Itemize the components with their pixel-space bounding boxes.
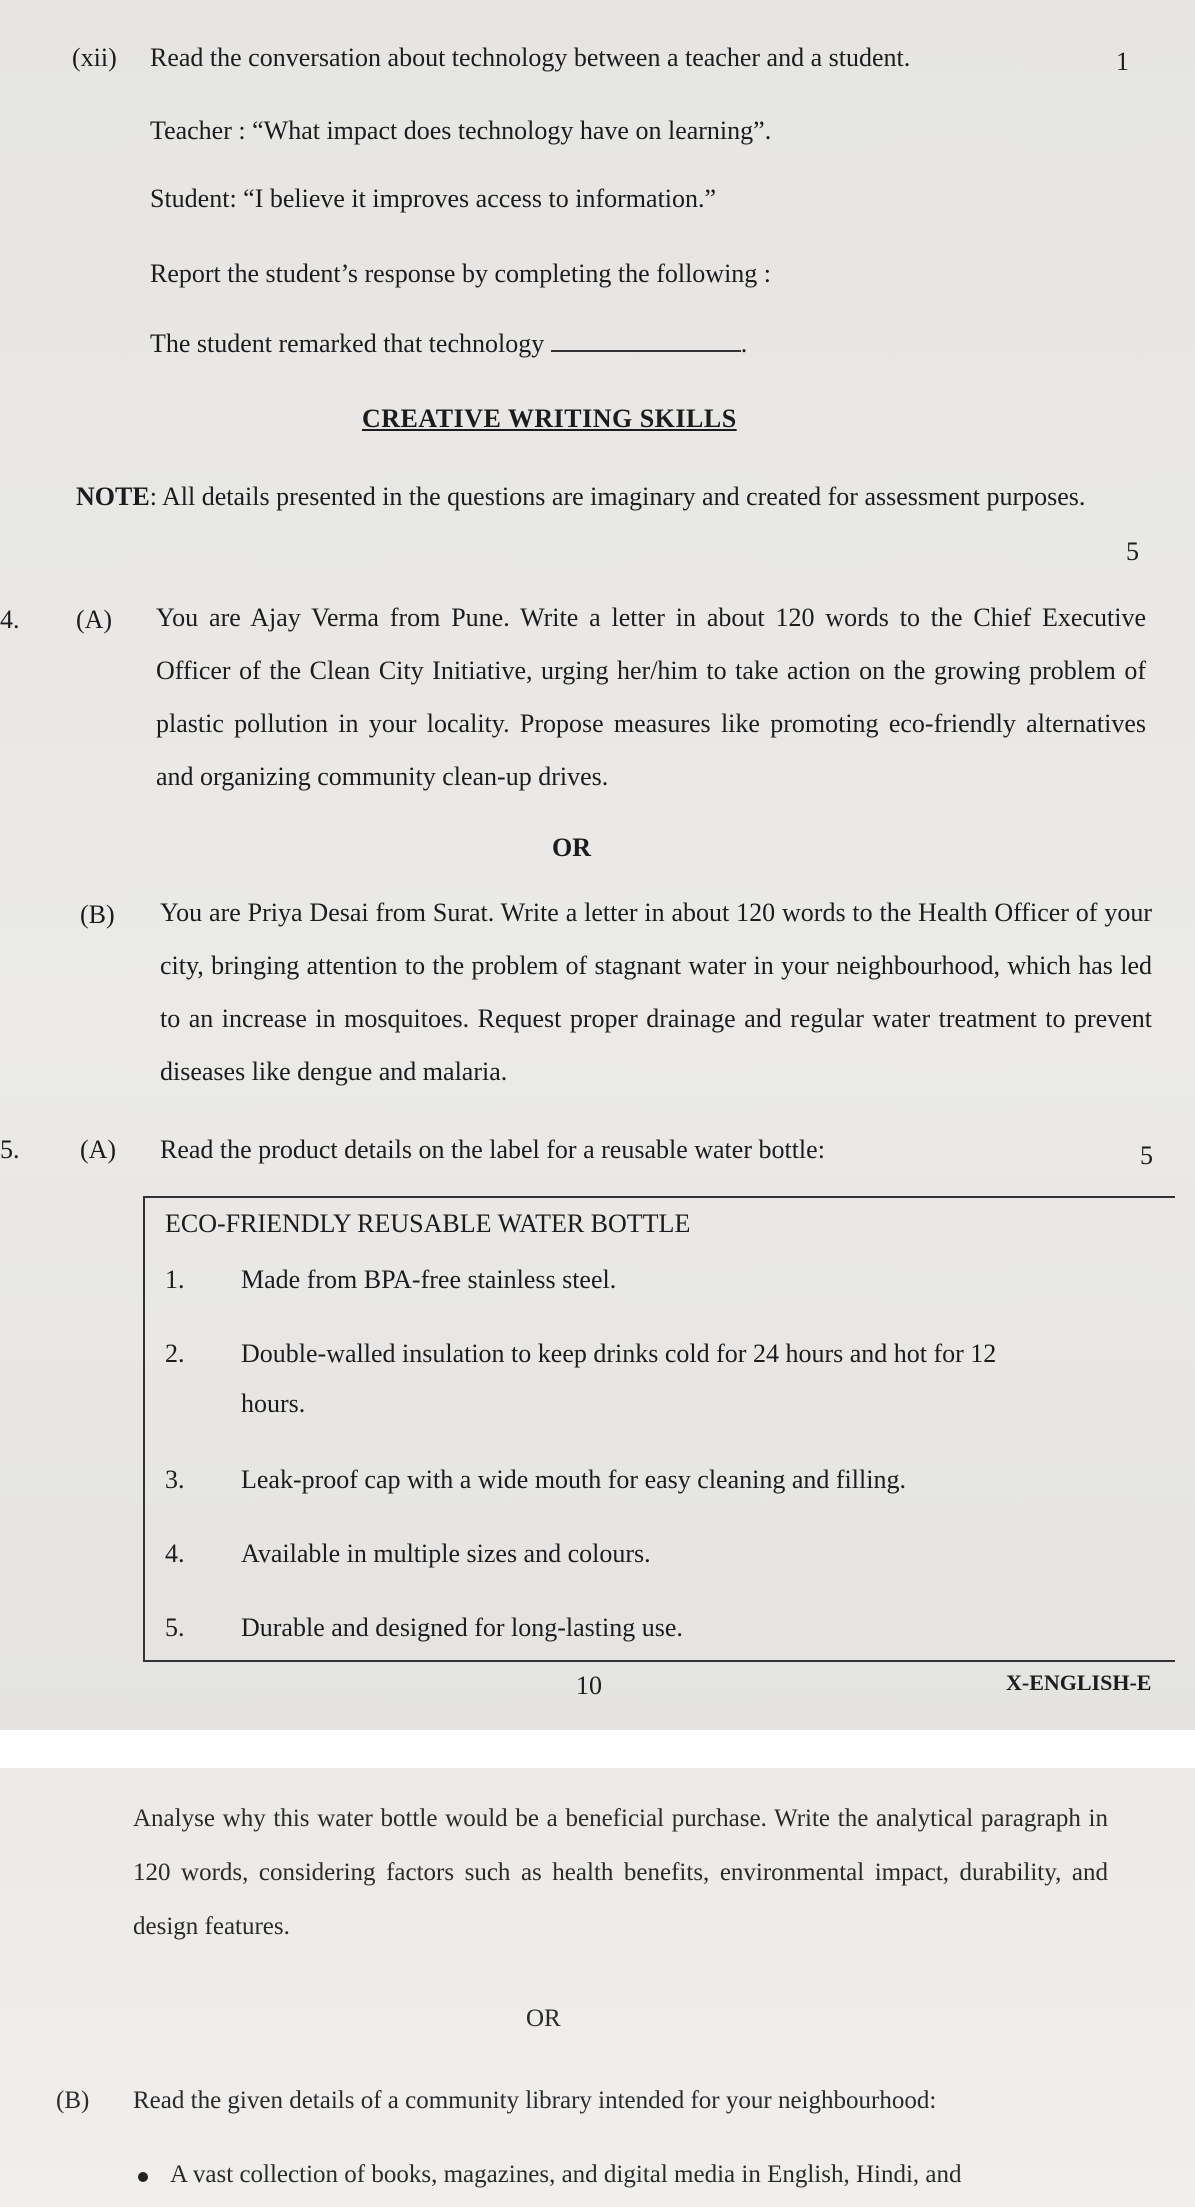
completion-end: .: [740, 329, 748, 358]
question-intro: Read the conversation about technology between a teacher and a student.: [150, 43, 911, 72]
question-number: 4.: [0, 605, 20, 634]
option-label-a: (A): [80, 1135, 117, 1164]
or-separator: OR: [526, 2005, 561, 2032]
note-text: : All details presented in the questions are imaginary and created for assessment purposes.: [149, 482, 1086, 511]
exam-page-11: [0, 1768, 1195, 2207]
question-number: (xii): [72, 43, 117, 72]
completion-prompt: [150, 328, 747, 359]
label-item-number: 1.: [165, 1265, 185, 1294]
note-label: NOTE: [76, 482, 150, 511]
marks: 1: [1116, 47, 1129, 76]
label-item-text: Available in multiple sizes and colours.: [241, 1539, 651, 1568]
question-number: 5.: [0, 1135, 20, 1164]
answer-blank[interactable]: [551, 330, 741, 352]
student-line: Student: “I believe it improves access to information.”: [150, 184, 717, 213]
or-separator: OR: [552, 833, 591, 862]
instruction: Report the student’s response by completing the following :: [150, 259, 772, 288]
marks: 5: [1140, 1141, 1153, 1170]
section-heading: CREATIVE WRITING SKILLS: [362, 404, 737, 433]
option-label-b: (B): [56, 2087, 90, 2114]
teacher-line: Teacher : “What impact does technology have on learning”.: [150, 116, 772, 145]
bullet-icon: [138, 2172, 148, 2182]
note: [76, 470, 1140, 523]
bullet-item: A vast collection of books, magazines, and digital media in English, Hindi, and: [170, 2161, 962, 2188]
label-item-text: Durable and designed for long-lasting use.: [241, 1613, 683, 1642]
label-item-text: Leak-proof cap with a wide mouth for easy cleaning and filling.: [241, 1465, 906, 1494]
paper-code: X-ENGLISH-E: [1006, 1670, 1152, 1695]
label-title: ECO-FRIENDLY REUSABLE WATER BOTTLE: [165, 1209, 691, 1238]
label-item-number: 5.: [165, 1613, 185, 1642]
label-item-text: Double-walled insulation to keep drinks cold for 24 hours and hot for 12: [241, 1339, 997, 1368]
label-item-number: 2.: [165, 1339, 185, 1368]
option-label-b: (B): [80, 900, 115, 929]
option-label-a: (A): [76, 605, 113, 634]
label-item-number: 4.: [165, 1539, 185, 1568]
q5-analyse-text: Analyse why this water bottle would be a beneficial purchase. Write the analytical paragraph in 120 words, considering factors such as health benefits, environmental impact, durability, and design features.: [133, 1805, 1108, 1940]
label-item-text-cont: hours.: [241, 1389, 306, 1418]
q4-option-a-text: You are Ajay Verma from Pune. Write a letter in about 120 words to the Chief Executive Officer of the Clean City Initiative, urging her/him to take action on the growing problem of plastic pollution in your locality. Propose measures like promoting eco-friendly alternatives and organizing community clean-up drives.: [156, 603, 1146, 791]
q4-option-b-text: You are Priya Desai from Surat. Write a letter in about 120 words to the Health Officer of your city, bringing attention to the problem of stagnant water in your neighbourhood, which has led to an increase in mosquitoes. Request proper drainage and regular water treatment to prevent diseases like dengue and malaria.: [160, 898, 1152, 1086]
page-number: 10: [576, 1671, 602, 1700]
section-marks: 5: [1126, 537, 1139, 566]
completion-text: The student remarked that technology: [150, 329, 545, 358]
product-label-box: [143, 1196, 1175, 1662]
q5-option-a-text: Read the product details on the label for a reusable water bottle:: [160, 1135, 825, 1164]
label-item-number: 3.: [165, 1465, 185, 1494]
q5-option-b-text: Read the given details of a community library intended for your neighbourhood:: [133, 2087, 937, 2114]
label-item-text: Made from BPA-free stainless steel.: [241, 1265, 617, 1294]
